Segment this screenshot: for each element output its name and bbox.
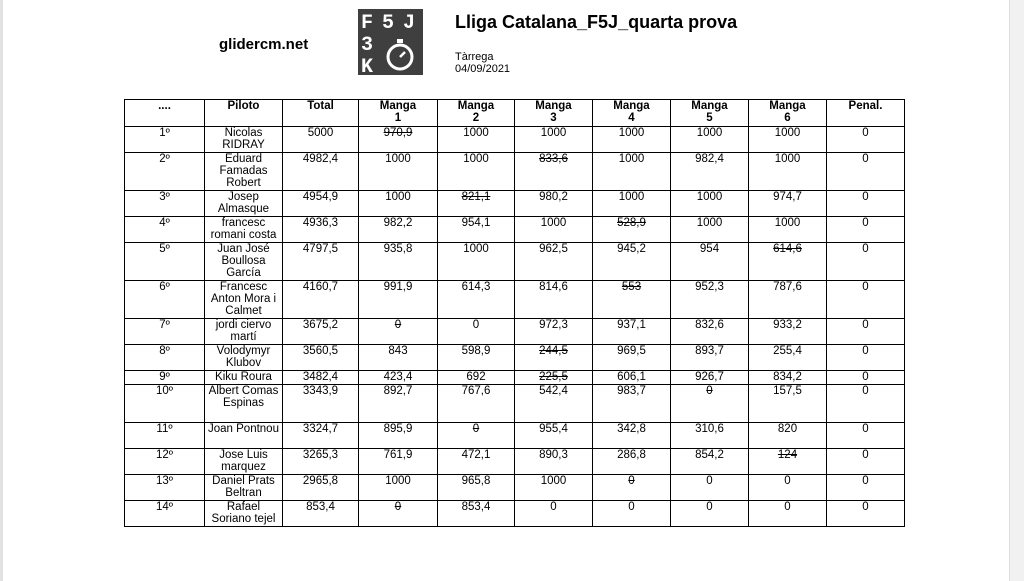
column-header-position: .... [125,100,205,127]
penalty-cell: 0 [827,217,905,243]
position-cell: 2º [125,153,205,191]
manga-1-cell: 935,8 [359,243,438,281]
manga-6-cell: 820 [749,423,827,449]
manga-5-cell: 1000 [671,191,749,217]
table-row [125,423,905,449]
manga-5-cell: 0 [671,385,749,423]
position-cell: 10º [125,385,205,423]
page-title: Lliga Catalana_F5J_quarta prova [455,12,738,32]
manga-3-cell: 980,2 [515,191,593,217]
manga-5-cell: 0 [671,475,749,501]
column-header-manga-1 [359,100,438,127]
position-cell: 11º [125,423,205,449]
manga-3-cell: 962,5 [515,243,593,281]
manga-4-cell: 983,7 [593,385,671,423]
stopwatch-icon [388,39,412,69]
pilot-cell: Rafael Soriano tejel [205,501,283,527]
column-header-word: Manga [379,100,417,112]
manga-6-cell: 0 [749,475,827,501]
column-header-number: 4 [628,112,635,124]
total-cell: 3343,9 [283,385,359,423]
manga-4-cell: 342,8 [593,423,671,449]
pilot-cell: Juan José Boullosa García [205,243,283,281]
manga-6-cell: 614,6 [749,243,827,281]
penalty-cell: 0 [827,423,905,449]
event-location: Tàrrega [455,51,494,63]
table-row [125,281,905,319]
pilot-cell: Volodymyr Klubov [205,345,283,371]
logo-letter-j: J [403,12,416,35]
column-header-word: Manga [535,100,572,112]
viewer-scrollbar[interactable] [1009,0,1024,581]
manga-5-cell: 926,7 [671,371,749,385]
penalty-cell: 0 [827,501,905,527]
position-cell: 5º [125,243,205,281]
table-row [125,217,905,243]
pilot-cell: Daniel Prats Beltran [205,475,283,501]
manga-3-cell: 1000 [515,475,593,501]
manga-2-cell: 821,1 [438,191,515,217]
manga-4-cell: 0 [593,501,671,527]
position-cell: 1º [125,127,205,153]
pilot-cell: jordi ciervo martí [205,319,283,345]
column-header-number: 6 [784,112,791,124]
total-cell: 4982,4 [283,153,359,191]
manga-1-cell: 0 [359,319,438,345]
pilot-cell: Albert Comas Espinas [205,385,283,423]
total-cell: 4160,7 [283,281,359,319]
table-row [125,127,905,153]
manga-3-cell: 814,6 [515,281,593,319]
position-cell: 14º [125,501,205,527]
manga-1-cell: 970,9 [359,127,438,153]
manga-5-cell: 952,3 [671,281,749,319]
manga-4-cell: 286,8 [593,449,671,475]
column-header-pilot: Piloto [205,100,283,127]
manga-1-cell: 1000 [359,191,438,217]
manga-6-cell: 1000 [749,153,827,191]
manga-4-cell: 553 [593,281,671,319]
position-cell: 7º [125,319,205,345]
manga-1-cell: 843 [359,345,438,371]
manga-2-cell: 598,9 [438,345,515,371]
results-body [125,127,905,527]
pilot-cell: francesc romani costa [205,217,283,243]
table-row [125,319,905,345]
total-cell: 4954,9 [283,191,359,217]
manga-1-cell: 1000 [359,475,438,501]
manga-3-cell: 0 [515,501,593,527]
manga-5-cell: 954 [671,243,749,281]
manga-3-cell: 225,5 [515,371,593,385]
manga-6-cell: 974,7 [749,191,827,217]
manga-3-cell: 955,4 [515,423,593,449]
position-cell: 8º [125,345,205,371]
manga-5-cell: 310,6 [671,423,749,449]
manga-2-cell: 1000 [438,153,515,191]
table-row [125,243,905,281]
table-row [125,371,905,385]
event-date: 04/09/2021 [455,63,511,75]
position-cell: 4º [125,217,205,243]
total-cell: 3324,7 [283,423,359,449]
logo-letter-5: 5 [382,12,395,35]
total-cell: 2965,8 [283,475,359,501]
manga-4-cell: 0 [593,475,671,501]
total-cell: 3560,5 [283,345,359,371]
logo-digit-3: 3 [361,34,374,57]
penalty-cell: 0 [827,127,905,153]
total-cell: 3265,3 [283,449,359,475]
column-header-word: Manga [613,100,650,112]
manga-3-cell: 890,3 [515,449,593,475]
manga-6-cell: 834,2 [749,371,827,385]
table-row [125,345,905,371]
table-row [125,475,905,501]
position-cell: 9º [125,371,205,385]
manga-2-cell: 767,6 [438,385,515,423]
total-cell: 853,4 [283,501,359,527]
site-name: glidercm.net [219,36,309,53]
table-row [125,153,905,191]
column-header-word: Manga [457,100,495,112]
column-header-number: 3 [550,112,557,124]
manga-2-cell: 965,8 [438,475,515,501]
manga-3-cell: 244,5 [515,345,593,371]
column-header-number: 1 [394,112,402,124]
manga-6-cell: 0 [749,501,827,527]
pilot-cell: Jose Luis marquez [205,449,283,475]
total-cell: 4936,3 [283,217,359,243]
penalty-cell: 0 [827,191,905,217]
column-header-number: 5 [706,112,713,124]
table-row [125,449,905,475]
results-header [125,100,905,127]
manga-3-cell: 542,4 [515,385,593,423]
manga-6-cell: 1000 [749,217,827,243]
manga-2-cell: 692 [438,371,515,385]
pilot-cell: Nicolas RIDRAY [205,127,283,153]
manga-4-cell: 937,1 [593,319,671,345]
column-header-manga-3 [515,100,593,127]
manga-5-cell: 893,7 [671,345,749,371]
manga-5-cell: 1000 [671,127,749,153]
manga-1-cell: 892,7 [359,385,438,423]
penalty-cell: 0 [827,385,905,423]
manga-5-cell: 0 [671,501,749,527]
manga-6-cell: 124 [749,449,827,475]
position-cell: 12º [125,449,205,475]
total-cell: 4797,5 [283,243,359,281]
manga-2-cell: 954,1 [438,217,515,243]
manga-3-cell: 1000 [515,127,593,153]
manga-6-cell: 157,5 [749,385,827,423]
manga-1-cell: 423,4 [359,371,438,385]
manga-6-cell: 787,6 [749,281,827,319]
manga-3-cell: 972,3 [515,319,593,345]
event-location-date [455,51,510,75]
pilot-cell: Francesc Anton Mora i Calmet [205,281,283,319]
table-row [125,385,905,423]
f5j-3k-logo [358,9,423,75]
manga-5-cell: 1000 [671,217,749,243]
manga-1-cell: 991,9 [359,281,438,319]
manga-4-cell: 606,1 [593,371,671,385]
manga-2-cell: 0 [438,423,515,449]
manga-4-cell: 945,2 [593,243,671,281]
manga-5-cell: 982,4 [671,153,749,191]
penalty-cell: 0 [827,281,905,319]
results-table [124,99,905,527]
manga-5-cell: 832,6 [671,319,749,345]
manga-4-cell: 1000 [593,153,671,191]
page-edge-left [0,0,3,581]
penalty-cell: 0 [827,449,905,475]
manga-4-cell: 969,5 [593,345,671,371]
manga-1-cell: 761,9 [359,449,438,475]
manga-2-cell: 472,1 [438,449,515,475]
penalty-cell: 0 [827,475,905,501]
manga-6-cell: 255,4 [749,345,827,371]
column-header-total: Total [283,100,359,127]
pilot-cell: Joan Pontnou [205,423,283,449]
penalty-cell: 0 [827,243,905,281]
manga-6-cell: 1000 [749,127,827,153]
column-header-manga-5 [671,100,749,127]
column-header-manga-4 [593,100,671,127]
logo-letter-f: F [361,12,374,35]
total-cell: 3675,2 [283,319,359,345]
manga-2-cell: 853,4 [438,501,515,527]
manga-1-cell: 1000 [359,153,438,191]
column-header-penalty: Penal. [827,100,905,127]
position-cell: 3º [125,191,205,217]
pilot-cell: Kiku Roura [205,371,283,385]
manga-2-cell: 614,3 [438,281,515,319]
manga-3-cell: 833,6 [515,153,593,191]
column-header-manga-6 [749,100,827,127]
penalty-cell: 0 [827,319,905,345]
position-cell: 13º [125,475,205,501]
column-header-manga-2 [438,100,515,127]
penalty-cell: 0 [827,345,905,371]
manga-1-cell: 0 [359,501,438,527]
manga-2-cell: 1000 [438,243,515,281]
table-row [125,191,905,217]
manga-6-cell: 933,2 [749,319,827,345]
manga-4-cell: 1000 [593,127,671,153]
penalty-cell: 0 [827,153,905,191]
manga-1-cell: 895,9 [359,423,438,449]
logo-letter-k: K [361,56,374,75]
manga-2-cell: 0 [438,319,515,345]
manga-4-cell: 528,9 [593,217,671,243]
penalty-cell: 0 [827,371,905,385]
manga-1-cell: 982,2 [359,217,438,243]
total-cell: 5000 [283,127,359,153]
column-header-word: Manga [691,100,728,112]
manga-4-cell: 1000 [593,191,671,217]
total-cell: 3482,4 [283,371,359,385]
column-header-number: 2 [472,112,480,124]
header-row [125,100,905,127]
pilot-cell: Eduard Famadas Robert [205,153,283,191]
table-row [125,501,905,527]
column-header-word: Manga [769,100,806,112]
manga-2-cell: 1000 [438,127,515,153]
position-cell: 6º [125,281,205,319]
pilot-cell: Josep Almasque [205,191,283,217]
manga-3-cell: 1000 [515,217,593,243]
manga-5-cell: 854,2 [671,449,749,475]
